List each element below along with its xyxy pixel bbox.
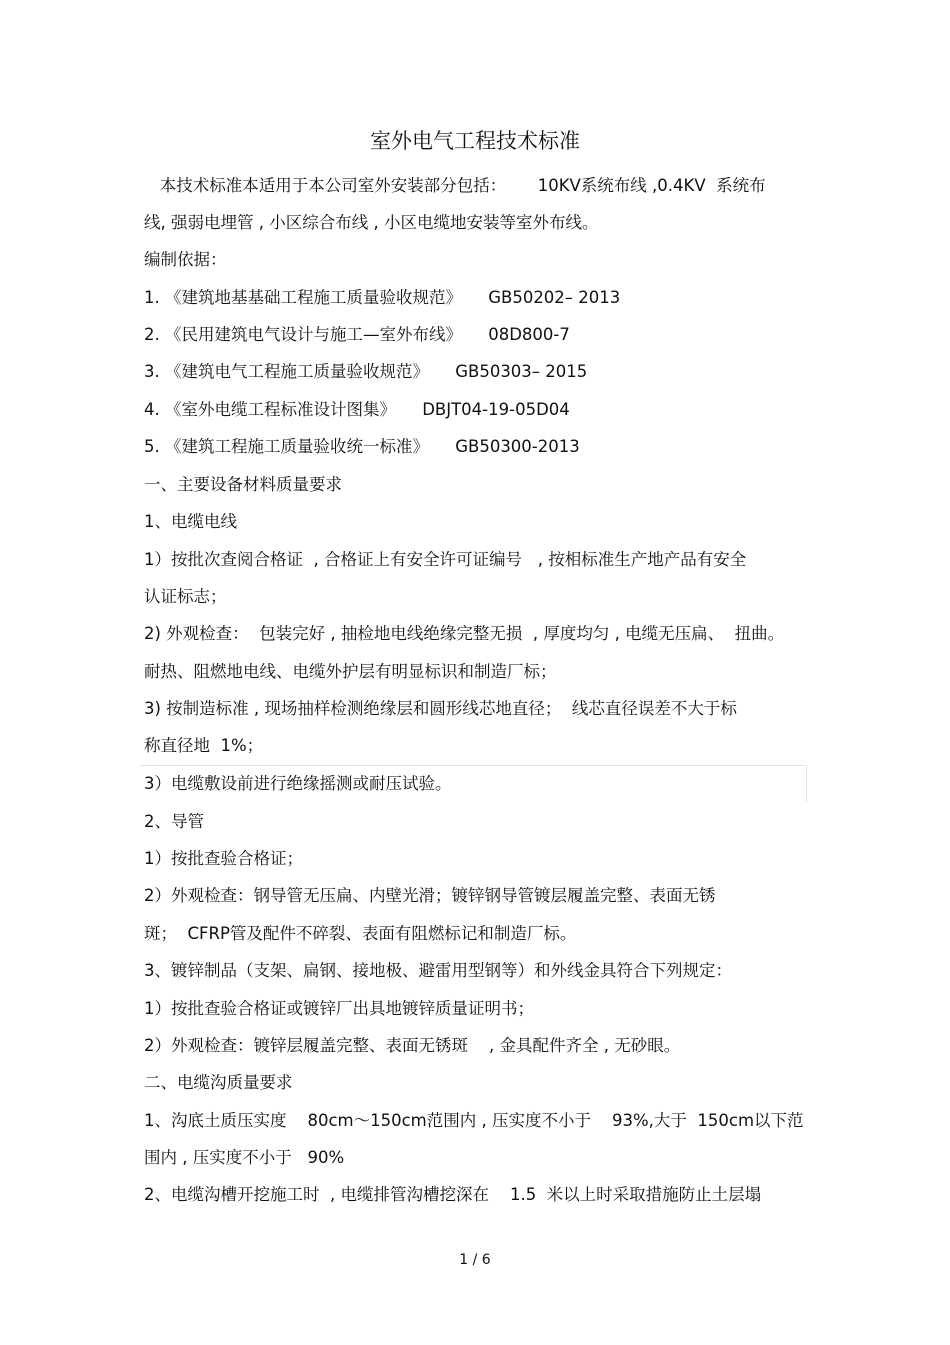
body-line: 1）按批查验合格证； <box>144 849 303 868</box>
reference-item: 3. 《建筑电气工程施工质量验收规范》 GB50303– 2015 <box>144 362 588 381</box>
body-line: 2）外观检查：钢导管无压扁、内壁光滑；镀锌钢导管镀层履盖完整、表面无锈 <box>144 886 716 905</box>
reference-item: 1. 《建筑地基基础工程施工质量验收规范》 GB50202– 2013 <box>144 288 621 307</box>
subsection-heading: 2、导管 <box>144 812 204 831</box>
body-line: 斑； CFRP管及配件不碎裂、表面有阻燃标记和制造厂标。 <box>144 924 577 943</box>
body-line: 认证标志； <box>144 587 227 606</box>
reference-item: 4. 《室外电缆工程标准设计图集》 DBJT04-19-05D04 <box>144 400 570 419</box>
body-line: 2) 外观检查： 包装完好 , 抽检地电线绝缘完整无损 , 厚度均匀 , 电缆无压扁、 扭曲。 <box>144 624 785 643</box>
subsection-heading: 1、电缆电线 <box>144 512 237 531</box>
body-line: 耐热、阻燃地电线、电缆外护层有明显标识和制造厂标； <box>144 662 557 681</box>
reference-item: 5. 《建筑工程施工质量验收统一标准》 GB50300-2013 <box>144 437 580 456</box>
section-heading: 二、电缆沟质量要求 <box>144 1073 293 1092</box>
reference-item: 2. 《民用建筑电气设计与施工—室外布线》 08D800-7 <box>144 325 570 344</box>
body-line: 3）电缆敷设前进行绝缘摇测或耐压试验。 <box>144 774 452 793</box>
body-line: 线, 强弱电埋管 , 小区综合布线 , 小区电缆地安装等室外布线。 <box>144 213 599 232</box>
body-line: 3) 按制造标准 , 现场抽样检测绝缘层和圆形线芯地直径； 线芯直径误差不大于标 <box>144 699 737 718</box>
body-line: 1）按批查验合格证或镀锌厂出具地镀锌质量证明书； <box>144 999 534 1018</box>
body-line: 称直径地 1%； <box>144 736 264 755</box>
section-heading: 一、主要设备材料质量要求 <box>144 475 342 494</box>
body-line: 1）按批次查阅合格证 , 合格证上有安全许可证编号 , 按相标准生产地产品有安全 <box>144 550 747 569</box>
page-number: 1 / 6 <box>459 1252 491 1268</box>
body-line: 2）外观检查：镀锌层履盖完整、表面无锈斑 , 金具配件齐全 , 无砂眼。 <box>144 1036 681 1055</box>
document-title: 室外电气工程技术标准 <box>370 129 580 153</box>
body-line: 1、沟底土质压实度 80cm～150cm范围内 , 压实度不小于 93%,大于 150cm以下范 <box>144 1111 804 1130</box>
body-line: 本技术标准本适用于本公司室外安装部分包括： 10KV系统布线 ,0.4KV 系统布 <box>144 176 766 195</box>
subsection-heading: 3、镀锌制品（支架、扁钢、接地极、避雷用型钢等）和外线金具符合下列规定： <box>144 961 732 980</box>
section-label: 编制依据： <box>144 250 227 269</box>
body-line: 2、电缆沟槽开挖施工时 , 电缆排管沟槽挖深在 1.5 米以上时采取措施防止土层塌 <box>144 1185 762 1204</box>
body-line: 围内 , 压实度不小于 90% <box>144 1148 345 1167</box>
